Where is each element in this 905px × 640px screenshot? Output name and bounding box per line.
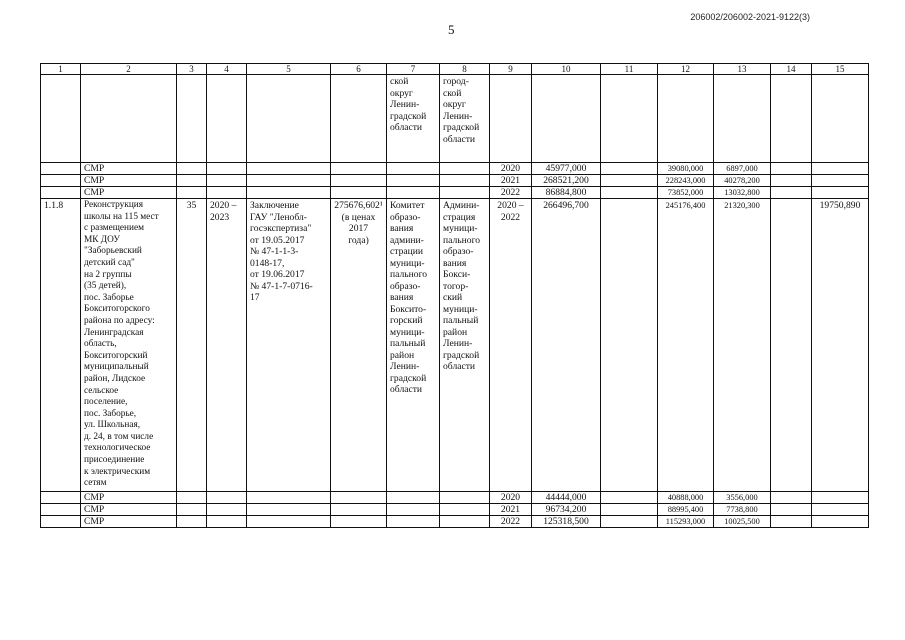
header-cell-12: 12 [658,64,714,75]
header-cell-8: 8 [440,64,490,75]
smr-year: 2022 [490,187,532,199]
item-customer: Комитет образо- вания админи- страции муници- пального образо- вания Боксито- горский муници- пальный район Ленин- градской области [387,199,440,492]
smr-total: 268521,200 [532,175,601,187]
table-row [41,491,869,503]
smr-regional: 88995,400 [658,503,714,515]
smr-label: СМР [81,503,177,515]
item-regional: 245176,400 [658,199,714,492]
item-name: Реконструкция школы на 115 мест с размещением МК ДОУ "Заборьевский детский сад" на 2 группы (35 детей), пос. Заборье Бокситогорского района по адресу: Ленинградская область, Бокситогорский муниципальный район, Лидское сельское поселение, пос. Заборье, ул. Школьная, д. 24, в том числе технологическое присоединение к электрическим сетям [81,199,177,492]
smr-label: СМР [81,515,177,527]
smr-year: 2020 [490,163,532,175]
header-cell-1: 1 [41,64,81,75]
item-recipient: Админи- страция муници- пального образо- вания Бокси- тогор- ский муници- пальный район Ленин- градской области [440,199,490,492]
smr-local: 10025,500 [714,515,771,527]
item-total: 266496,700 [532,199,601,492]
smr-total: 44444,000 [532,491,601,503]
header-cell-14: 14 [771,64,812,75]
header-cell-4: 4 [207,64,247,75]
smr-label: СМР [81,187,177,199]
item-years: 2020 – 2022 [490,199,532,492]
header-cell-2: 2 [81,64,177,75]
header-cell-5: 5 [247,64,331,75]
investment-table [40,63,869,528]
item-period: 2020 – 2023 [207,199,247,492]
smr-regional: 73852,000 [658,187,714,199]
table-row [41,163,869,175]
header-cell-3: 3 [177,64,207,75]
header-cell-9: 9 [490,64,532,75]
smr-total: 96734,200 [532,503,601,515]
table-row [41,175,869,187]
smr-label: СМР [81,163,177,175]
smr-regional: 40888,000 [658,491,714,503]
smr-year: 2021 [490,503,532,515]
smr-label: СМР [81,175,177,187]
header-cell-6: 6 [331,64,387,75]
item-capacity: 35 [177,199,207,492]
continued-recipient-cell: город- ской округ Ленин- градской области [440,75,490,163]
header-cell-13: 13 [714,64,771,75]
item-row [41,199,869,492]
header-cell-11: 11 [601,64,658,75]
smr-regional: 39080,000 [658,163,714,175]
continued-customer-cell: ской округ Ленин- градской области [387,75,440,163]
column-number-header-row [41,64,869,75]
smr-local: 3556,000 [714,491,771,503]
header-cell-7: 7 [387,64,440,75]
document-reference: 206002/206002-2021-9122(3) [690,12,810,22]
item-expertise: Заключение ГАУ "Ленобл- госэкспертиза" от 19.05.2017 № 47-1-1-3- 0148-17, от 19.06.2017 № 47-1-7-0716- 17 [247,199,331,492]
continued-row [41,75,869,163]
smr-regional: 228243,000 [658,175,714,187]
smr-local: 7738,800 [714,503,771,515]
smr-total: 125318,500 [532,515,601,527]
item-estimate: 275676,602¹ (в ценах 2017 года) [331,199,387,492]
table-row [41,503,869,515]
smr-year: 2021 [490,175,532,187]
smr-total: 86884,800 [532,187,601,199]
smr-year: 2022 [490,515,532,527]
smr-label: СМР [81,491,177,503]
smr-year: 2020 [490,491,532,503]
header-cell-15: 15 [812,64,869,75]
item-number: 1.1.8 [41,199,81,492]
table-row [41,187,869,199]
smr-local: 6897,000 [714,163,771,175]
page-number: 5 [448,22,455,37]
item-other: 19750,890 [812,199,869,492]
smr-local: 40278,200 [714,175,771,187]
table-row [41,515,869,527]
header-cell-10: 10 [532,64,601,75]
smr-local: 13032,800 [714,187,771,199]
smr-regional: 115293,000 [658,515,714,527]
item-local: 21320,300 [714,199,771,492]
smr-total: 45977,000 [532,163,601,175]
